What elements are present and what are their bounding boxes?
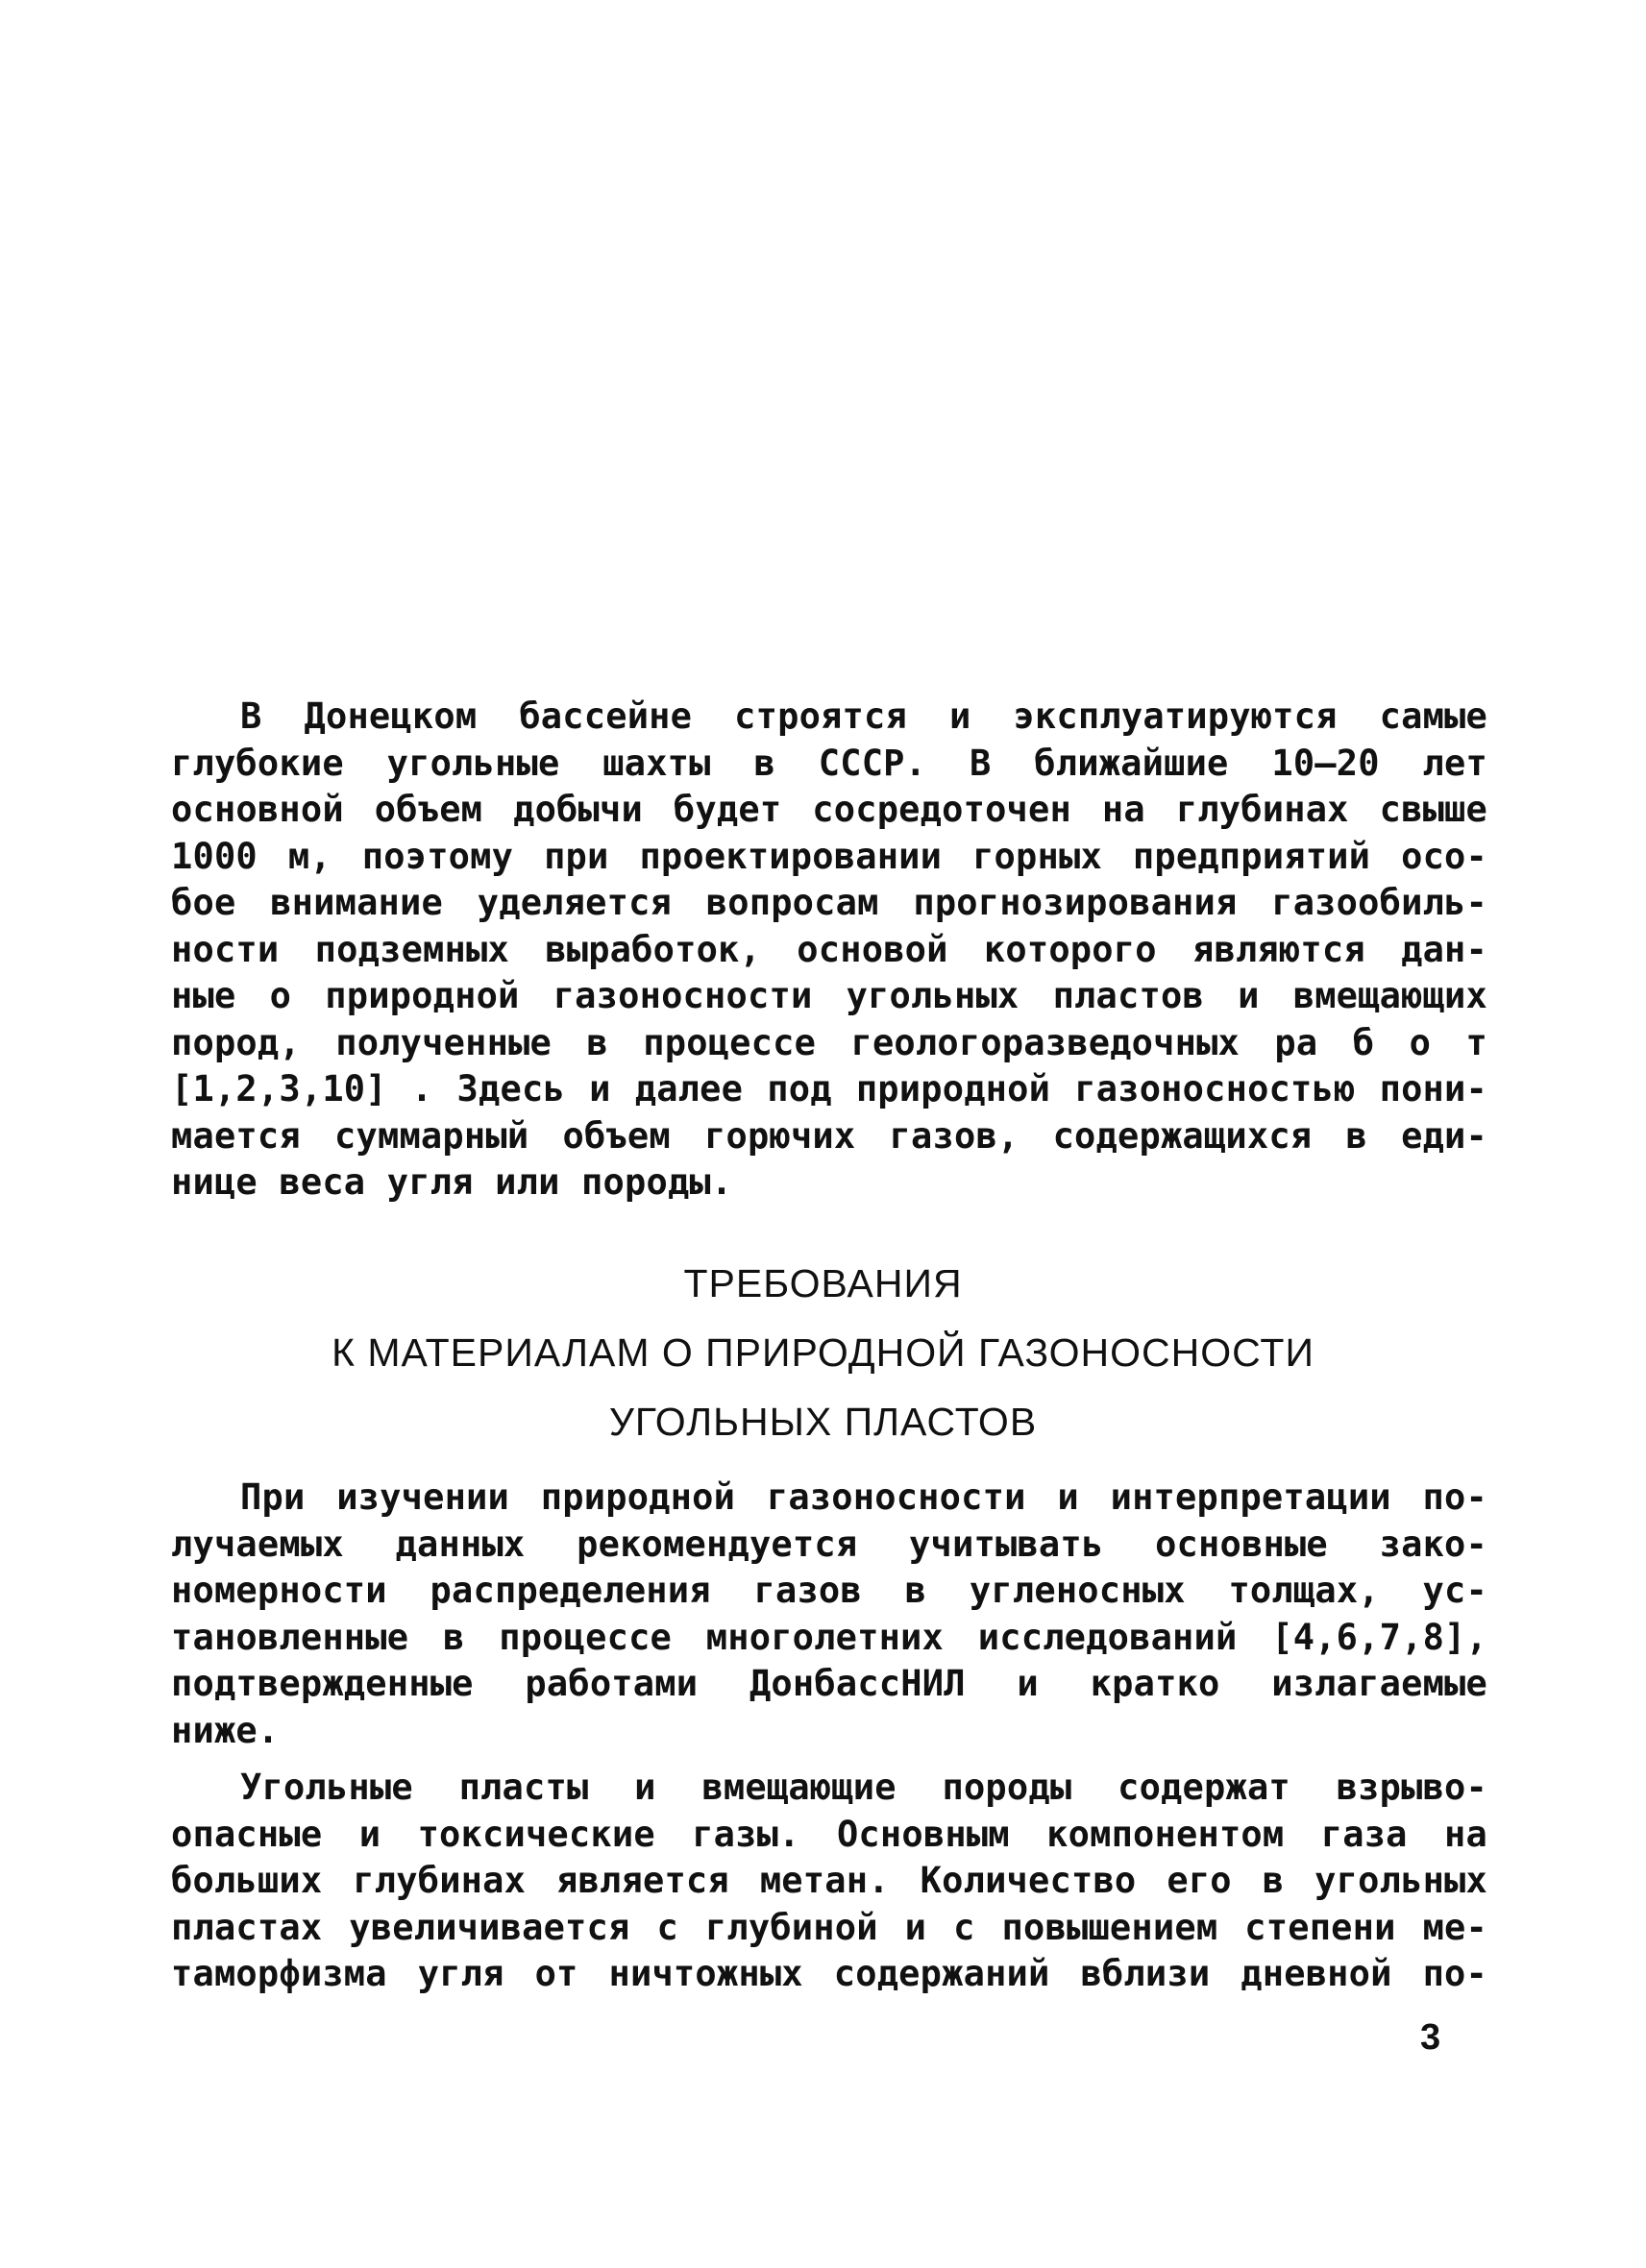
paragraph-line: подтвержденные работами ДонбассНИЛ и кратко излагаемые	[171, 1663, 1487, 1704]
paragraph-line: глубокие угольные шахты в СССР. В ближайшие 10–20 лет	[171, 742, 1487, 784]
heading-line: ТРЕБОВАНИЯ	[683, 1261, 963, 1305]
paragraph-line: пород, полученные в процессе геологоразведочных ра б о т	[171, 1021, 1487, 1063]
page-number: 3	[1420, 2017, 1441, 2058]
paragraph-line: номерности распределения газов в угленосных толщах, ус-	[171, 1570, 1487, 1611]
paragraph-line: В Донецком бассейне строятся и эксплуатируются самые	[240, 695, 1487, 737]
paragraph-line: При изучении природной газоносности и интерпретации по-	[240, 1476, 1487, 1518]
paragraph-line: ности подземных выработок, основой которого являются дан-	[171, 928, 1487, 970]
paragraph-line: [1,2,3,10] . Здесь и далее под природной газоносностью пони-	[171, 1068, 1487, 1110]
paragraph-line: 1000 м, поэтому при проектировании горных предприятий осо-	[171, 835, 1487, 877]
paragraph-line: тановленные в процессе многолетних исследований [4,6,7,8],	[171, 1616, 1487, 1658]
paragraph-line: мается суммарный объем горючих газов, содержащихся в еди-	[171, 1114, 1487, 1157]
gas-composition-paragraph	[171, 1765, 1487, 1998]
paragraph-line: пластах увеличивается с глубиной и с повышением степени ме-	[171, 1906, 1487, 1948]
requirements-paragraph	[171, 1475, 1487, 1754]
heading-line: УГОЛЬНЫХ ПЛАСТОВ	[608, 1400, 1038, 1444]
paragraph-line: Угольные пласты и вмещающие породы содержат взрыво-	[240, 1767, 1487, 1808]
paragraph-line: таморфизма угля от ничтожных содержаний вблизи дневной по-	[171, 1953, 1487, 1994]
intro-paragraph	[171, 694, 1487, 1207]
heading-line: К МАТЕРИАЛАМ О ПРИРОДНОЙ ГАЗОНОСНОСТИ	[332, 1330, 1314, 1375]
section-heading	[0, 1249, 1646, 1456]
paragraph-line: ные о природной газоносности угольных пластов и вмещающих	[171, 975, 1487, 1016]
paragraph-line: нице веса угля или породы.	[171, 1161, 733, 1203]
paragraph-line: основной объем добычи будет сосредоточен на глубинах свыше	[171, 789, 1487, 830]
paragraph-line: опасные и токсические газы. Основным компонентом газа на	[171, 1813, 1487, 1855]
paragraph-line: бое внимание уделяется вопросам прогнозирования газообиль-	[171, 882, 1487, 923]
paragraph-line: лучаемых данных рекомендуется учитывать основные зако-	[171, 1523, 1487, 1565]
paragraph-line: ниже.	[171, 1709, 280, 1751]
paragraph-line: больших глубинах является метан. Количество его в угольных	[171, 1860, 1487, 1901]
